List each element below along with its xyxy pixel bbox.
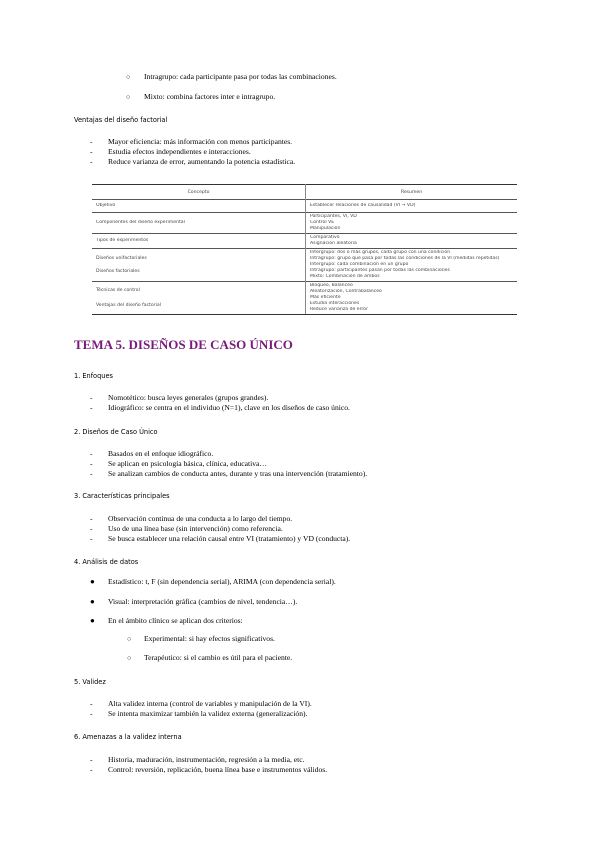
list-item: Control: reversión, replicación, buena línea base e instrumentos válidos. [108,765,328,774]
list-item: Idiográfico: se centra en el individuo (N=1), clave en los diseños de caso único. [108,403,350,412]
circle-bullet-icon: ○ [127,654,132,662]
table-cell: Diseños unifactoriales [96,256,147,261]
list-item: Se aplican en psicología básica, clínica, educativa… [108,459,267,468]
table-cell: Intergrupo: cada combinación en un grupo [310,262,409,267]
section-heading: 5. Validez [74,678,106,686]
section-heading: Ventajas del diseño factorial [74,116,168,124]
section-heading: 6. Amenazas a la validez interna [74,733,182,741]
table-cell: Intragrupo: participantes pasan por todas las combinaciones [310,268,450,273]
dash-bullet-icon: - [90,157,93,166]
list-item: Se analizan cambios de conducta antes, durante y tras una intervención (tratamiento). [108,469,368,478]
list-item: Se intenta maximizar también la validez externa (generalización). [108,709,308,718]
dash-bullet-icon: - [90,459,93,468]
table-cell: Bloqueo, Balanceo [310,283,353,288]
circle-bullet-icon: ○ [127,635,132,643]
dash-bullet-icon: - [90,449,93,458]
dash-bullet-icon: - [90,709,93,718]
table-cell: Manipulación [310,226,341,231]
dash-bullet-icon: - [90,393,93,402]
table-cell: Intergrupo: dos o más grupos, cada grupo con una condición [310,250,451,255]
dash-bullet-icon: - [90,534,93,543]
dash-bullet-icon: - [90,524,93,533]
dash-bullet-icon: - [90,469,93,478]
bullet-dot-icon: ● [90,616,95,625]
table-cell: Asignación aleatoria [310,241,357,246]
table-row [92,234,517,249]
table-cell: Comparativo [310,235,340,240]
table-header-cell: Concepto [92,185,306,200]
dash-bullet-icon: - [90,137,93,146]
dash-bullet-icon: - [90,514,93,523]
table-header-cell: Resumen [306,185,518,200]
circle-bullet-icon: ○ [126,73,131,81]
list-item: Mixto: combina factores inter e intragrupo. [144,92,276,101]
list-item: Uso de una línea base (sin intervención) como referencia. [108,524,283,533]
page-title: TEMA 5. DISEÑOS DE CASO ÚNICO [74,337,293,352]
table-cell: Ventajas del diseño factorial [96,303,161,308]
table-header-row [92,185,517,200]
table-row [92,213,517,234]
table-cell: Intragrupo: grupo que pasa por todas las condiciones de la VI (medidas repetidas) [310,256,500,261]
section-heading: 2. Diseños de Caso Único [74,428,158,436]
table-cell: Participantes, VI, VD [310,214,357,219]
table-cell: Control VE [310,220,335,225]
table-row [92,282,517,315]
list-item: Estadístico: t, F (sin dependencia serial), ARIMA (con dependencia serial). [108,577,336,586]
list-item: Intragrupo: cada participante pasa por todas las combinaciones. [144,72,337,81]
list-item: En el ámbito clínico se aplican dos criterios: [108,616,243,625]
table-row [92,200,517,213]
table-cell: Diseños factoriales [96,269,140,274]
dash-bullet-icon: - [90,699,93,708]
list-item: Alta validez interna (control de variables y manipulación de la VI). [108,699,312,708]
table-cell: Establecer relaciones de causalidad (VI → VD) [310,203,416,208]
list-item: Observación continua de una conducta a lo largo del tiempo. [108,514,293,523]
table-cell: Tipos de experimentos [96,238,149,243]
list-item: Reduce varianza de error, aumentando la potencia estadística. [108,157,296,166]
section-heading: 3. Características principales [74,492,170,500]
list-item: Historia, maduración, instrumentación, regresión a la media, etc. [108,755,305,764]
table-cell: Objetivo [96,203,116,208]
table-cell: Mixto: Combinación de ambos [310,274,380,279]
section-heading: 1. Enfoques [74,372,113,380]
section-heading: 4. Análisis de datos [74,558,139,566]
table-cell: Más eficiente [310,295,341,300]
table-row [92,249,517,282]
dash-bullet-icon: - [90,403,93,412]
list-item: Mayor eficiencia: más información con menos participantes. [108,137,293,146]
table-cell: Estudia interacciones [310,301,360,306]
dash-bullet-icon: - [90,147,93,156]
circle-bullet-icon: ○ [126,93,131,101]
dash-bullet-icon: - [90,765,93,774]
list-item: Nomotético: busca leyes generales (grupos grandes). [108,393,269,402]
dash-bullet-icon: - [90,755,93,764]
list-item: Experimental: si hay efectos significativos. [144,634,275,643]
list-item: Visual: interpretación gráfica (cambios de nivel, tendencia…). [108,597,298,606]
list-item: Basados en el enfoque idiográfico. [108,449,214,458]
table-cell: Técnicas de control [96,288,140,293]
summary-table [92,184,517,315]
list-item: Terapéutico: si el cambio es útil para el paciente. [144,653,293,662]
table-cell: Aleatorización, Contrabalanceo [310,289,382,294]
bullet-dot-icon: ● [90,597,95,606]
table-cell: Componentes del diseño experimental [96,220,185,225]
list-item: Estudia efectos independientes e interacciones. [108,147,251,156]
list-item: Se busca establecer una relación causal entre VI (tratamiento) y VD (conducta). [108,534,351,543]
table-cell: Reduce varianza de error [310,307,368,312]
bullet-dot-icon: ● [90,577,95,586]
